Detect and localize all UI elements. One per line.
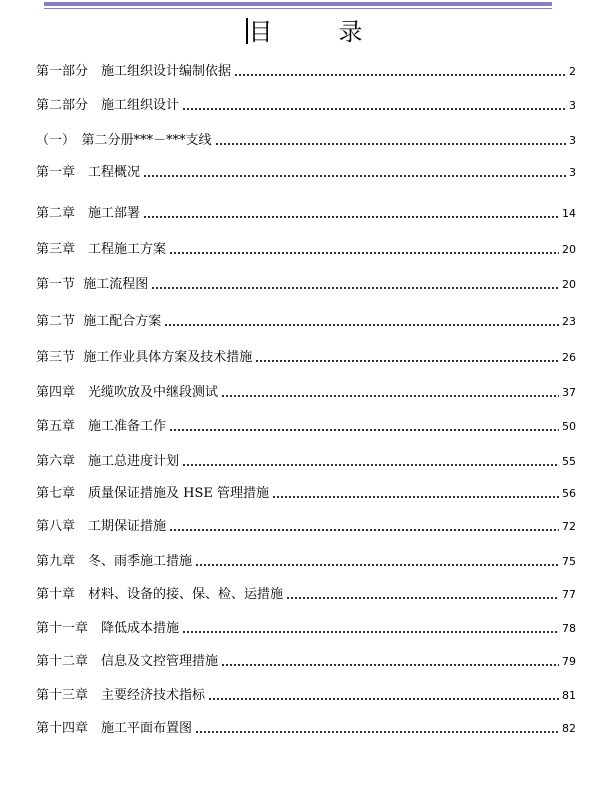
toc-entry[interactable]: 第四章 光缆吹放及中继段测试 37 [36,383,576,403]
page-number: 37 [562,386,576,399]
toc-entry[interactable]: 第七章 质量保证措施及 HSE 管理措施 56 [36,484,576,504]
dot-leader [169,429,559,431]
dot-leader [143,216,559,218]
dot-leader [195,564,559,566]
toc-entry[interactable]: 第十一章 降低成本措施 78 [36,619,576,639]
page-number: 77 [562,588,576,601]
page-number: 3 [569,134,576,147]
page-number: 56 [562,487,576,500]
dot-leader [234,74,566,76]
text-cursor [246,18,248,44]
toc-entry[interactable]: 第二节 施工配合方案 23 [36,312,576,332]
toc-entry[interactable]: 第六章 施工总进度计划 55 [36,452,576,472]
dot-leader [182,108,566,110]
dot-leader [164,324,559,326]
dot-leader [286,597,559,599]
dot-leader [169,252,559,254]
title-char-left: 目 [248,18,273,46]
toc-entry[interactable]: 第三章 工程施工方案 20 [36,240,576,260]
toc-entry[interactable]: （一） 第二分册***－***支线 3 [36,131,576,151]
page-number: 72 [562,520,576,533]
dot-leader [169,529,559,531]
dot-leader [143,175,566,177]
page-number: 55 [562,455,576,468]
toc-entry[interactable]: 第二章 施工部署 14 [36,204,576,224]
page-number: 75 [562,555,576,568]
toc-entry[interactable]: 第一节 施工流程图 20 [36,275,576,295]
header-rule [44,2,552,9]
toc-entry[interactable]: 第一章 工程概况 3 [36,163,576,183]
toc-entry[interactable]: 第五章 施工准备工作 50 [36,417,576,437]
toc-entry[interactable]: 第二部分 施工组织设计 3 [36,96,576,116]
dot-leader [272,496,559,498]
toc-entry[interactable]: 第九章 冬、雨季施工措施 75 [36,552,576,572]
page-number: 78 [562,622,576,635]
toc-entry[interactable]: 第三节 施工作业具体方案及技术措施 26 [36,348,576,368]
dot-leader [182,631,559,633]
page-number: 82 [562,722,576,735]
page-number: 3 [569,166,576,179]
title-char-right: 录 [338,18,363,46]
toc-entry[interactable]: 第一部分 施工组织设计编制依据 2 [36,62,576,82]
toc-entry[interactable]: 第十章 材料、设备的接、保、检、运措施 77 [36,585,576,605]
toc-entry[interactable]: 第八章 工期保证措施 72 [36,517,576,537]
page-number: 81 [562,689,576,702]
page-number: 20 [562,278,576,291]
dot-leader [195,731,559,733]
page-number: 3 [569,99,576,112]
page-number: 79 [562,655,576,668]
toc-title [0,12,608,47]
page-number: 20 [562,243,576,256]
page-number: 14 [562,207,576,220]
dot-leader [255,360,559,362]
dot-leader [151,287,559,289]
toc-entry[interactable]: 第十二章 信息及文控管理措施 79 [36,652,576,672]
page-number: 23 [562,315,576,328]
dot-leader [215,143,566,145]
page-number: 2 [569,65,576,78]
dot-leader [221,664,559,666]
dot-leader [182,464,559,466]
toc-entry[interactable]: 第十四章 施工平面布置图 82 [36,719,576,739]
toc-entry[interactable]: 第十三章 主要经济技术指标 81 [36,686,576,706]
dot-leader [208,698,559,700]
page-number: 50 [562,420,576,433]
dot-leader [221,395,559,397]
page-number: 26 [562,351,576,364]
